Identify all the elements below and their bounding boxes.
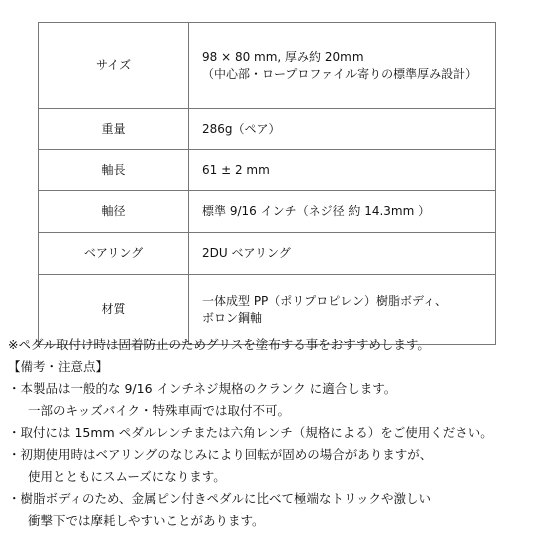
notes-section bbox=[8, 334, 532, 532]
note-item bbox=[8, 444, 532, 488]
note-line: ・取付には 15mm ペダルレンチまたは六角レンチ（規格による）をご使用ください。 bbox=[8, 425, 493, 440]
spec-value-line: 標準 9/16 インチ（ネジ径 約 14.3mm ） bbox=[202, 204, 431, 218]
note-item bbox=[8, 488, 532, 532]
spec-row-axle-diameter bbox=[39, 191, 496, 233]
spec-row-axle-length bbox=[39, 150, 496, 191]
spec-value bbox=[189, 109, 496, 150]
spec-value bbox=[189, 23, 496, 109]
note-line: ・本製品は一般的な 9/16 インチネジ規格のクランク に適合します。 bbox=[8, 381, 397, 396]
notes-heading: 【備考・注意点】 bbox=[8, 359, 109, 374]
spec-value-line: 61 ± 2 mm bbox=[202, 162, 270, 177]
spec-value-line: ボロン鋼軸 bbox=[202, 310, 263, 325]
grease-note: ※ペダル取付け時は固着防止のためグリスを塗布する事をおすすめします。 bbox=[8, 337, 430, 352]
note-item bbox=[8, 422, 532, 444]
spec-value bbox=[189, 191, 496, 233]
spec-value-line: 一体成型 PP（ポリプロピレン）樹脂ボディ、 bbox=[202, 293, 448, 308]
spec-label: 軸径 bbox=[39, 191, 189, 233]
spec-value bbox=[189, 233, 496, 275]
note-line: ・樹脂ボディのため、金属ピン付きペダルに比べて極端なトリックや激しい bbox=[8, 491, 432, 506]
spec-value bbox=[189, 150, 496, 191]
spec-label: 重量 bbox=[39, 109, 189, 150]
spec-label: ベアリング bbox=[39, 233, 189, 275]
spec-value-line: 98 × 80 mm, 厚み約 20mm bbox=[202, 49, 364, 64]
spec-row-size bbox=[39, 23, 496, 109]
note-line: 衝撃下では摩耗しやすいことがあります。 bbox=[28, 513, 265, 528]
spec-row-bearing bbox=[39, 233, 496, 275]
note-item bbox=[8, 378, 532, 422]
spec-table bbox=[38, 22, 496, 345]
spec-value-line: 2DU ベアリング bbox=[202, 246, 291, 260]
spec-label: 軸長 bbox=[39, 150, 189, 191]
spec-label: サイズ bbox=[39, 23, 189, 109]
spec-row-weight bbox=[39, 109, 496, 150]
spec-label: 材質 bbox=[39, 275, 189, 345]
note-line: 一部のキッズバイク・特殊車両では取付不可。 bbox=[28, 403, 291, 418]
spec-value-line: 286g（ペア） bbox=[202, 121, 281, 136]
note-line: 使用とともにスムーズになります。 bbox=[28, 469, 226, 484]
spec-value-line: （中心部・ロープロファイル寄りの標準厚み設計） bbox=[202, 66, 478, 81]
note-line: ・初期使用時はベアリングのなじみにより回転が固めの場合がありますが、 bbox=[8, 447, 433, 462]
